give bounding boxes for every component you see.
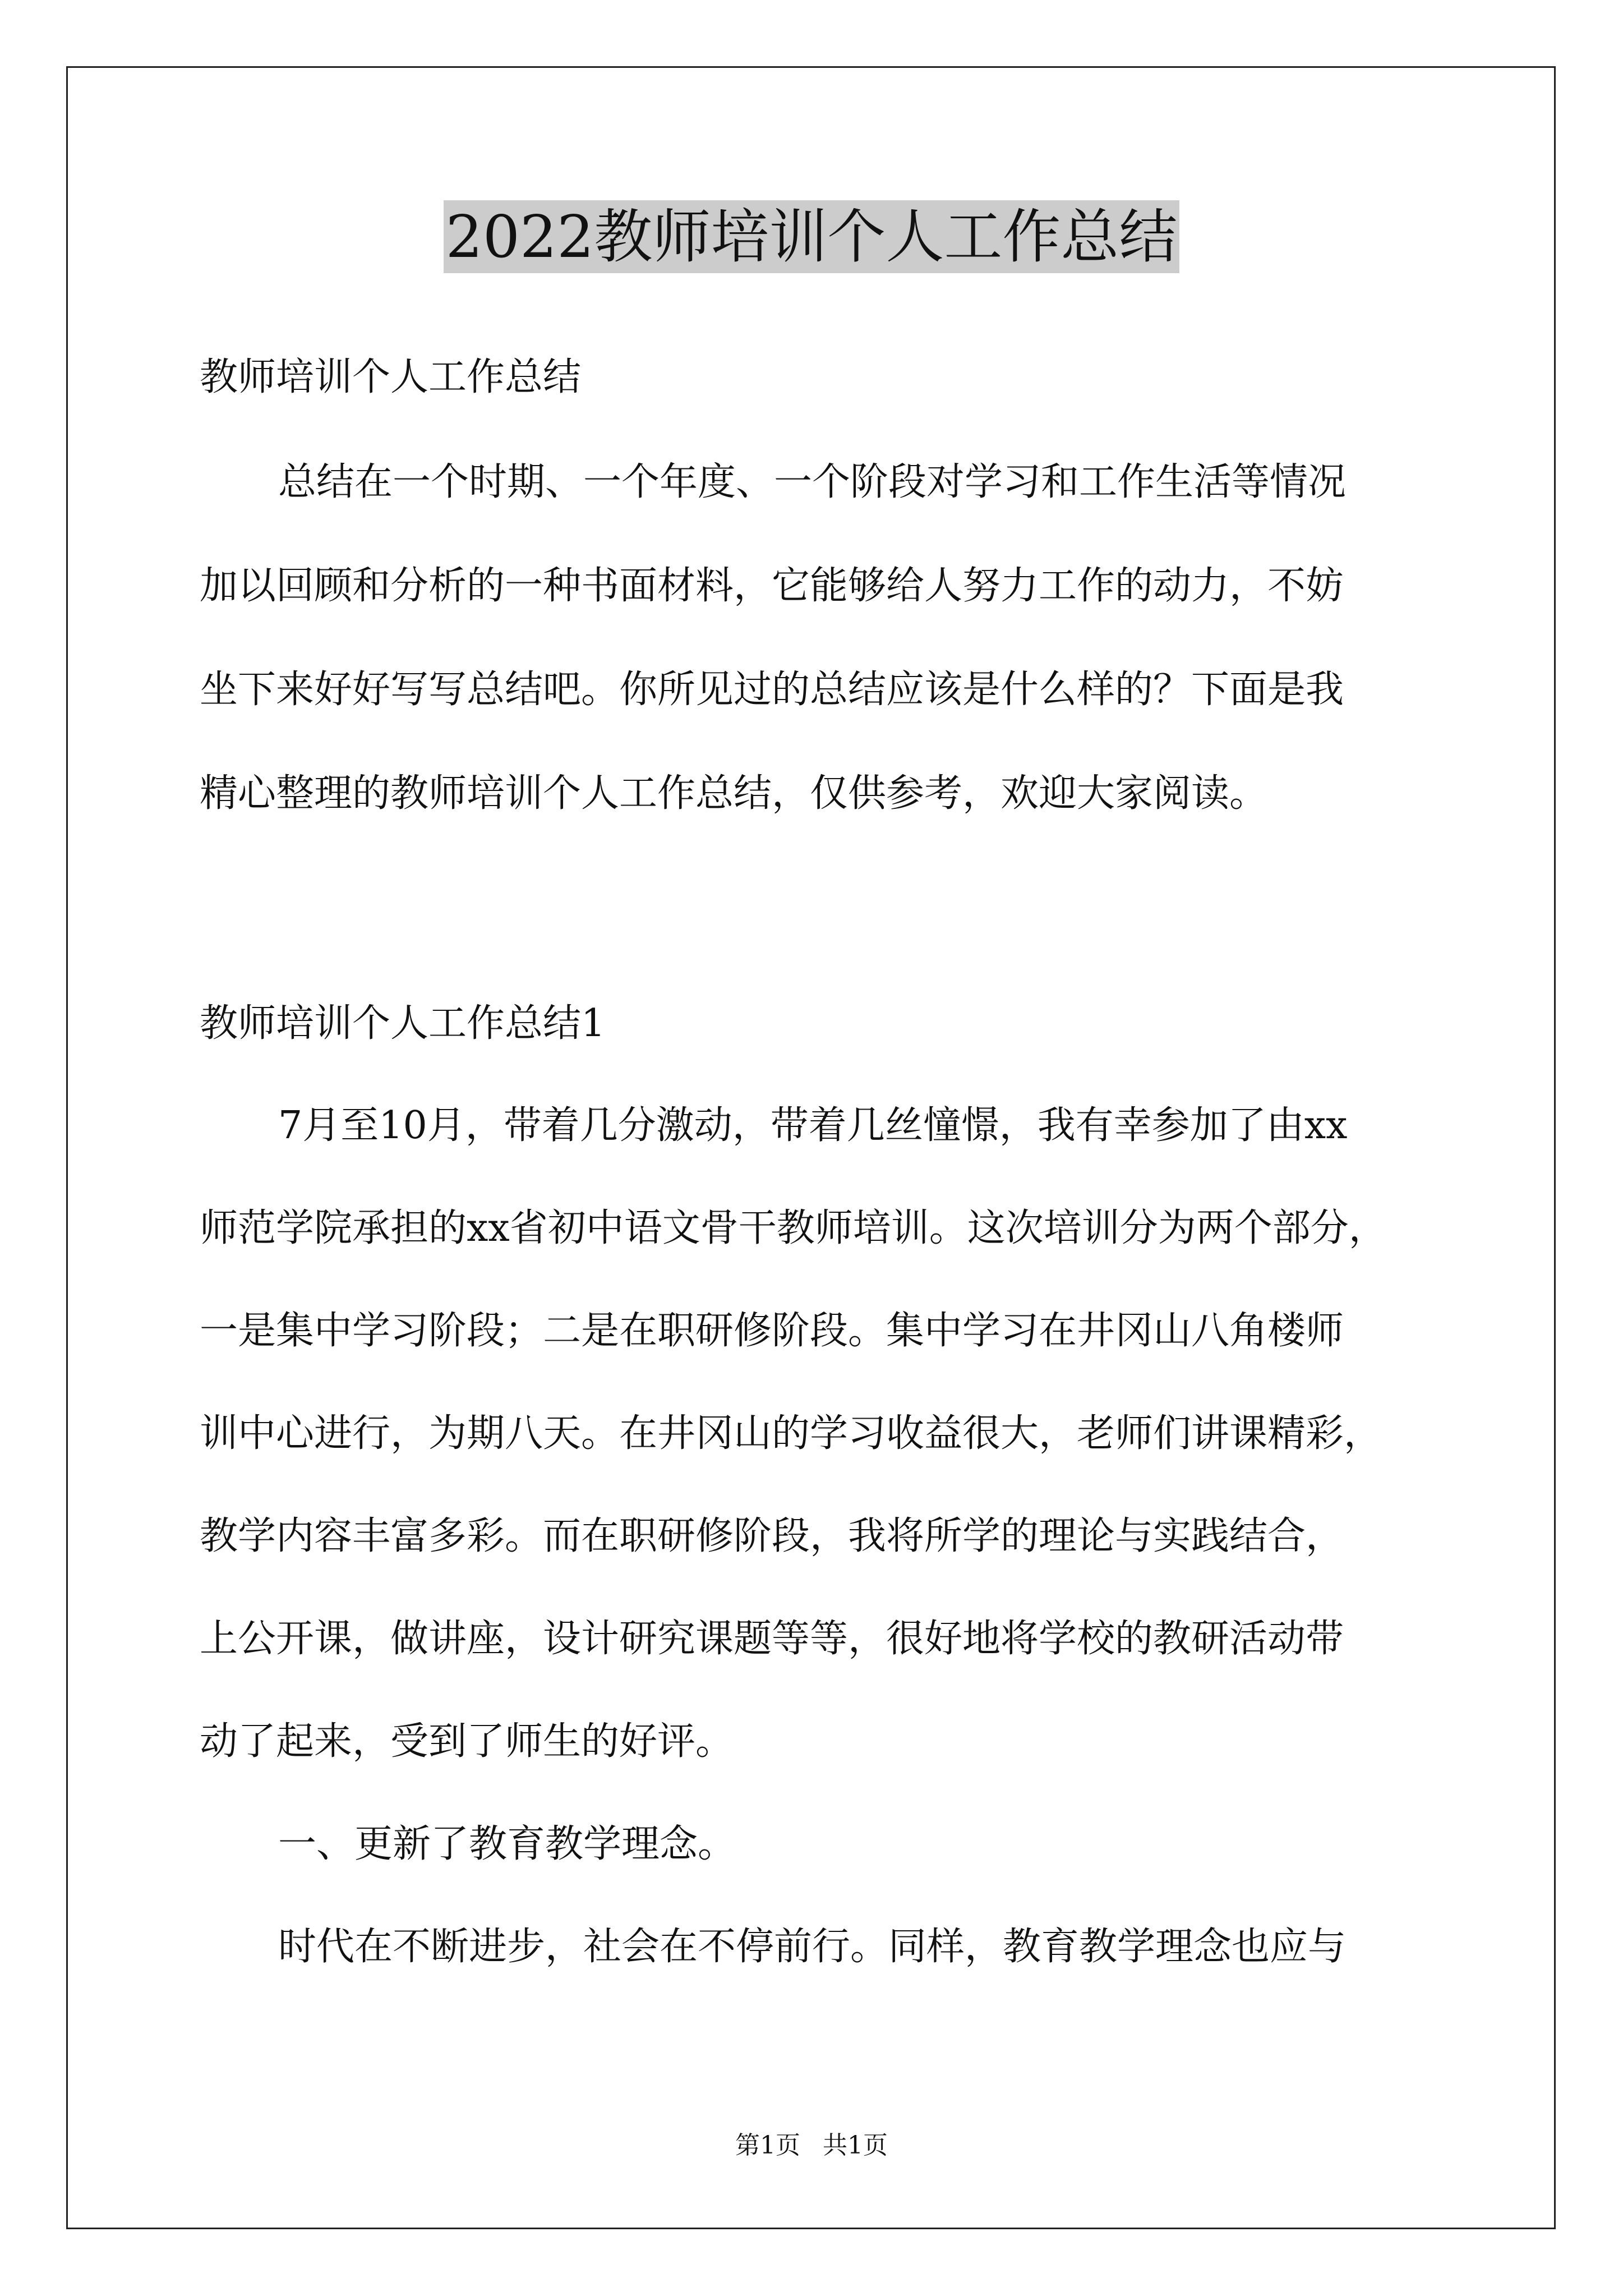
page-total: 共1页 bbox=[823, 2131, 888, 2160]
document-title bbox=[0, 197, 1623, 276]
body-line-7: 动了起来，受到了师生的好评。 bbox=[200, 1719, 734, 1764]
intro-line-1: 总结在一个时期、一个年度、一个阶段对学习和工作生活等情况 bbox=[278, 460, 1347, 504]
body-line-4: 训中心进行，为期八天。在井冈山的学习收益很大，老师们讲课精彩， bbox=[200, 1411, 1382, 1456]
intro-line-3: 坐下来好好写写总结吧。你所见过的总结应该是什么样的？下面是我 bbox=[200, 668, 1344, 712]
document-title-text: 2022教师培训个人工作总结 bbox=[444, 200, 1180, 273]
page-footer bbox=[0, 2129, 1623, 2162]
intro-line-2: 加以回顾和分析的一种书面材料，它能够给人努力工作的动力，不妨 bbox=[200, 564, 1344, 608]
document-subtitle: 教师培训个人工作总结 bbox=[200, 355, 582, 399]
body-line-2: 师范学院承担的xx省初中语文骨干教师培训。这次培训分为两个部分， bbox=[200, 1206, 1387, 1250]
intro-line-4: 精心整理的教师培训个人工作总结，仅供参考，欢迎大家阅读。 bbox=[200, 771, 1268, 816]
body-line-6: 上公开课，做讲座，设计研究课题等等，很好地将学校的教研活动带 bbox=[200, 1617, 1344, 1661]
page-current: 第1页 bbox=[735, 2131, 800, 2160]
section-heading: 教师培训个人工作总结1 bbox=[200, 1001, 606, 1046]
body-line-5: 教学内容丰富多彩。而在职研修阶段，我将所学的理论与实践结合， bbox=[200, 1514, 1344, 1558]
last-line: 时代在不断进步，社会在不停前行。同样，教育教学理念也应与 bbox=[278, 1925, 1347, 1969]
body-line-1: 7月至10月，带着几分激动，带着几丝憧憬，我有幸参加了由xx bbox=[278, 1103, 1348, 1148]
body-line-3: 一是集中学习阶段；二是在职研修阶段。集中学习在井冈山八角楼师 bbox=[200, 1309, 1344, 1353]
point-one-heading: 一、更新了教育教学理念。 bbox=[278, 1822, 736, 1866]
